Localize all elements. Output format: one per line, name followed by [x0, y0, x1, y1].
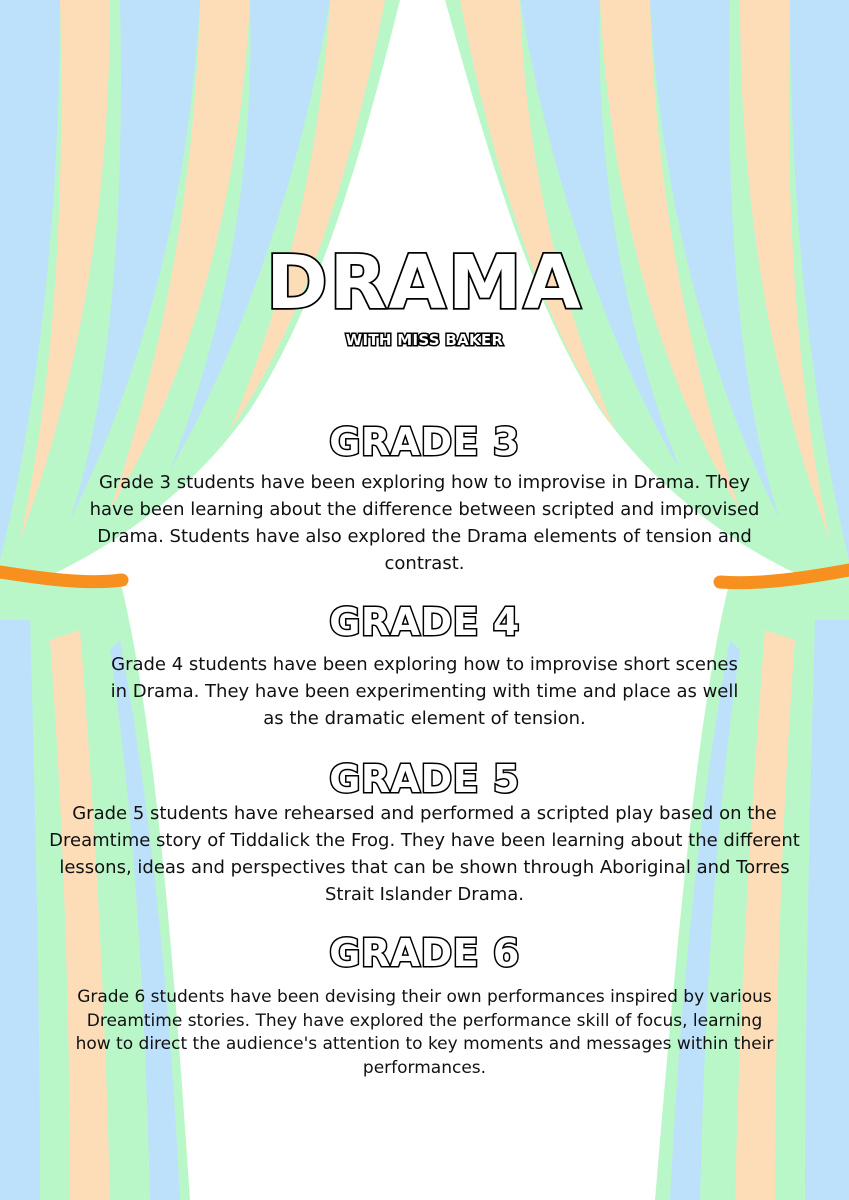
- description-line: contrast.: [384, 553, 465, 574]
- grade-5-heading: GRADE 5: [329, 757, 520, 801]
- grade-3-description: [60, 469, 789, 577]
- description-line: Strait Islander Drama.: [324, 884, 525, 905]
- description-line: Dreamtime stories. They have explored the performance skill of focus, learning: [86, 1010, 763, 1031]
- description-line: Grade 3 students have been exploring how to improvise in Drama. They: [98, 472, 751, 493]
- description-line: how to direct the audience's attention to key moments and messages within their: [75, 1034, 774, 1054]
- description-line: lessons, ideas and perspectives that can be shown through Aboriginal and Torres: [59, 857, 790, 878]
- grade-6-heading: GRADE 6: [329, 931, 520, 975]
- description-line: Grade 5 students have rehearsed and performed a scripted play based on the: [72, 803, 777, 824]
- description-line: performances.: [362, 1057, 487, 1078]
- description-line: Dreamtime story of Tiddalick the Frog. They have been learning about the different: [49, 830, 800, 851]
- grade-4-description: [80, 651, 769, 732]
- description-line: as the dramatic element of tension.: [263, 708, 586, 729]
- grade-5-description: [30, 800, 819, 908]
- grade-4-heading: GRADE 4: [329, 600, 520, 644]
- grade-3-heading: GRADE 3: [329, 420, 520, 464]
- description-line: in Drama. They have been experimenting with time and place as well: [110, 681, 739, 702]
- page-subtitle: WITH MISS BAKER: [345, 331, 504, 349]
- description-line: Grade 4 students have been exploring how to improvise short scenes: [111, 654, 738, 675]
- description-line: Grade 6 students have been devising their own performances inspired by various: [77, 987, 772, 1007]
- grade-6-description: [50, 986, 799, 1080]
- description-line: Drama. Students have also explored the Drama elements of tension and: [97, 526, 752, 547]
- page-title: DRAMA: [266, 240, 583, 326]
- description-line: have been learning about the difference between scripted and improvised: [89, 499, 760, 520]
